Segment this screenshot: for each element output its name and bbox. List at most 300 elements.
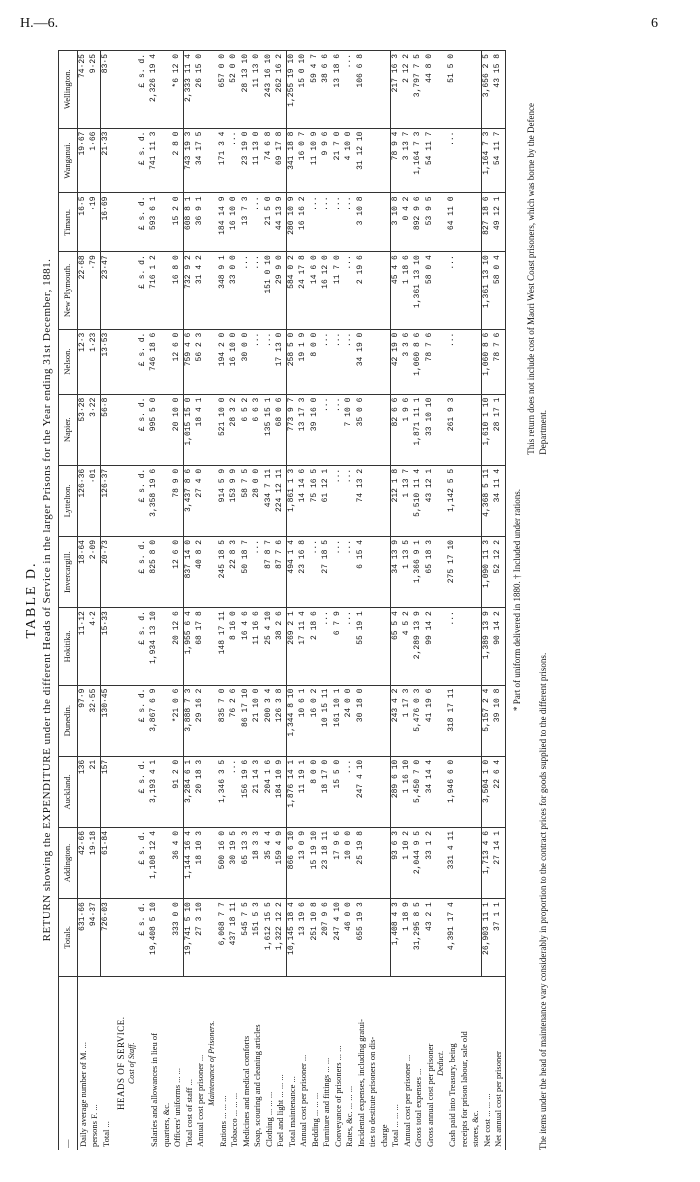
column-header: Auckland.: [59, 756, 78, 827]
table-cell: [367, 465, 379, 536]
table-row: [252, 51, 264, 1151]
table-cell: £ s. d.: [138, 394, 149, 465]
table-cell: [379, 193, 391, 252]
table-cell: [459, 51, 471, 129]
table-cell: 27 18 5: [321, 537, 333, 608]
table-cell: ...: [447, 128, 459, 193]
table-cell-empty: [436, 193, 447, 252]
table-cell: [470, 193, 482, 252]
table-cell: ...: [333, 465, 345, 536]
table-cell: 29 16 2: [195, 685, 207, 756]
table-cell: 14 14 6: [298, 465, 310, 536]
table-cell: 1,366 9 1: [413, 537, 425, 608]
table-row: [344, 51, 356, 1151]
table-cell: [367, 899, 379, 976]
table-cell: 13·53: [101, 329, 113, 394]
table-cell: [161, 193, 173, 252]
table-cell: 27 4 0: [195, 465, 207, 536]
table-cell: 2 8 0: [172, 128, 184, 193]
table-cell: 17 11 4: [298, 608, 310, 685]
table-cell: 2,326 19 4: [149, 51, 161, 129]
table-cell: 17 9 6: [333, 827, 345, 898]
table-cell-empty: [207, 685, 218, 756]
table-cell: 34 11 4: [493, 465, 505, 536]
table-cell: 23 19 0: [241, 128, 253, 193]
table-cell: 34 17 5: [195, 128, 207, 193]
table-cell: £ s. d.: [138, 193, 149, 252]
table-cell: 23·47: [101, 252, 113, 329]
table-row: [493, 51, 505, 1151]
table-cell-empty: [127, 128, 138, 193]
table-cell: [459, 252, 471, 329]
table-cell: 74 6 8: [264, 128, 276, 193]
row-label: Annual cost per prisoner ...: [298, 976, 310, 1150]
table-cell: 52 12 2: [493, 537, 505, 608]
table-cell: 54 11 7: [425, 128, 437, 193]
table-cell: 25 4 10: [264, 608, 276, 685]
table-cell: 18 17 0: [321, 756, 333, 827]
table-cell-empty: [207, 827, 218, 898]
table-cell: [161, 685, 173, 756]
table-cell: 4,391 17 4: [447, 899, 459, 976]
table-cell-empty: [127, 394, 138, 465]
table-cell: [367, 51, 379, 129]
table-cell: [459, 899, 471, 976]
table-row: [264, 51, 276, 1151]
table-cell: ...: [333, 193, 345, 252]
table-cell: ...: [321, 394, 333, 465]
table-cell: ...: [344, 608, 356, 685]
table-cell: 258 5 0: [287, 329, 299, 394]
table-cell: 545 7 5: [241, 899, 253, 976]
table-cell: *6 12 0: [172, 51, 184, 129]
table-body: [77, 51, 505, 1151]
table-cell: 33 1 2: [425, 827, 437, 898]
table-cell-empty: [436, 394, 447, 465]
table-cell-empty: [112, 899, 127, 976]
table-cell: 5,476 0 3: [413, 685, 425, 756]
table-cell: 58 7 5: [241, 465, 253, 536]
table-cell: ...: [333, 329, 345, 394]
table-cell: 500 16 0: [218, 827, 230, 898]
table-cell: [161, 756, 173, 827]
column-header: Lyttelton.: [59, 465, 78, 536]
table-cell: 31 4 2: [195, 252, 207, 329]
table-cell: 148 17 11: [218, 608, 230, 685]
table-cell: 12 6 0: [172, 537, 184, 608]
note-left: The items under the head of maintenance vary considerably in proportion to the contract prices for goods supplied to the different prisons.: [537, 652, 548, 1150]
column-header: Addington.: [59, 827, 78, 898]
table-cell: 15 5 0: [333, 756, 345, 827]
table-cell: 68 0 6: [275, 394, 287, 465]
table-row: [379, 51, 391, 1151]
column-header: Napier.: [59, 394, 78, 465]
table-row: [241, 51, 253, 1151]
table-cell: 3,888 7 3: [184, 685, 196, 756]
table-cell: 2 19 6: [356, 252, 368, 329]
table-cell: 3,504 1 0: [482, 756, 494, 827]
table-cell-empty: [112, 193, 127, 252]
page-header-left: H.—6.: [20, 16, 59, 31]
table-cell: 27 3 10: [195, 899, 207, 976]
row-label: Clothing ... ... ...: [264, 976, 276, 1150]
table-cell: 6,068 7 7: [218, 899, 230, 976]
table-cell: 12 6 0: [172, 329, 184, 394]
table-cell: ...: [447, 329, 459, 394]
table-cell: [470, 329, 482, 394]
table-cell: 74 13 2: [356, 465, 368, 536]
table-cell-empty: [112, 827, 127, 898]
table-cell: 437 18 11: [229, 899, 241, 976]
table-cell: [161, 899, 173, 976]
table-cell: 914 5 9: [218, 465, 230, 536]
table-cell-empty: [112, 685, 127, 756]
subsection-heading-row: [436, 51, 447, 1151]
table-cell: ...: [321, 608, 333, 685]
table-cell: 631·66: [77, 899, 89, 976]
table-cell: 15 19 10: [310, 827, 322, 898]
table-cell: [459, 608, 471, 685]
section-heading: Cost of Staff.: [127, 976, 138, 1150]
table-cell: 16 4 6: [241, 608, 253, 685]
table-cell: 36 4 0: [172, 827, 184, 898]
table-cell: 243 4 2: [390, 685, 402, 756]
table-cell: 269 2 1: [287, 608, 299, 685]
table-cell: 16 10 0: [229, 329, 241, 394]
table-cell: 13 0 9: [298, 827, 310, 898]
table-cell: 1,108 12 4: [149, 827, 161, 898]
table-cell: 20·73: [101, 537, 113, 608]
column-header: Timaru.: [59, 193, 78, 252]
table-cell: [459, 685, 471, 756]
row-label: Medicines and medical comforts: [241, 976, 253, 1150]
table-cell: 126·36: [77, 465, 89, 536]
table-cell: 217 16 3: [390, 51, 402, 129]
expenditure-table: [58, 50, 506, 1150]
row-label: Total ...: [101, 976, 113, 1150]
table-cell: 21 10 0: [252, 685, 264, 756]
table-cell: 995 5 0: [149, 394, 161, 465]
table-cell: 97·9: [77, 685, 89, 756]
row-label: receipts for prison labour, sale old: [459, 976, 471, 1150]
table-subtitle: RETURN showing the EXPENDITURE under the different Heads of Service in the larger Prisons for the Year ending 31st December, 1881.: [41, 258, 53, 942]
table-cell: [470, 537, 482, 608]
table-cell: 61 12 1: [321, 465, 333, 536]
table-cell: [367, 685, 379, 756]
table-cell: ...: [310, 537, 322, 608]
table-cell: 1 13 5: [402, 537, 414, 608]
table-cell: 51 5 0: [447, 51, 459, 129]
table-cell: [379, 252, 391, 329]
table-cell: 204 1 6: [264, 756, 276, 827]
row-label: Tobacco ... ... ...: [229, 976, 241, 1150]
table-cell: 348 9 1: [218, 252, 230, 329]
table-cell: 49 12 1: [493, 193, 505, 252]
table-cell: £ s. d.: [138, 685, 149, 756]
table-cell: ...: [229, 128, 241, 193]
table-cell-empty: [436, 128, 447, 193]
row-label: Net annual cost per prisoner: [493, 976, 505, 1150]
table-cell: 657 0 0: [218, 51, 230, 129]
table-cell: 3,656 2 5: [482, 51, 494, 129]
section-heading: Maintenance of Prisoners.: [207, 976, 218, 1150]
column-header: Wellington.: [59, 51, 78, 129]
table-row: [310, 51, 322, 1151]
table-row: [425, 51, 437, 1151]
table-cell: 65 13 3: [241, 827, 253, 898]
table-cell: 35 0 6: [356, 394, 368, 465]
table-cell: 39 10 8: [493, 685, 505, 756]
table-cell: 4,368 5 11: [482, 465, 494, 536]
table-cell: 10,145 18 4: [287, 899, 299, 976]
table-cell: 21: [89, 756, 101, 827]
table-cell: [379, 756, 391, 827]
table-cell: 11 19 1: [298, 756, 310, 827]
table-cell: 157: [101, 756, 113, 827]
table-cell: 3 3 6: [402, 329, 414, 394]
table-cell: 608 8 1: [184, 193, 196, 252]
table-cell: 4 5 2: [402, 608, 414, 685]
table-row: [333, 51, 345, 1151]
table-cell: ...: [241, 252, 253, 329]
table-cell: [470, 827, 482, 898]
table-cell: 207 9 6: [321, 899, 333, 976]
table-cell: [367, 394, 379, 465]
table-cell: 3 10 8: [356, 193, 368, 252]
table-cell: 1 16 10: [402, 756, 414, 827]
table-cell: 58 0 4: [425, 252, 437, 329]
table-cell: [470, 51, 482, 129]
table-cell: 41 19 6: [425, 685, 437, 756]
table-cell: 1,346 3 5: [218, 756, 230, 827]
table-cell: £ s. d.: [138, 537, 149, 608]
table-cell-empty: [436, 51, 447, 129]
table-cell-empty: [112, 465, 127, 536]
table-cell: 247 4 10: [333, 899, 345, 976]
table-cell: ...: [252, 537, 264, 608]
table-cell: 331 4 11: [447, 827, 459, 898]
table-cell: 38 2 6: [275, 608, 287, 685]
table-row: [161, 51, 173, 1151]
table-cell: 3 10 8: [390, 193, 402, 252]
table-cell: 275 17 10: [447, 537, 459, 608]
row-label: ties to destitute prisoners on dis-: [367, 976, 379, 1150]
subsection-heading-row: [207, 51, 218, 1151]
table-cell: 36 9 1: [195, 193, 207, 252]
table-cell: [379, 51, 391, 129]
table-cell: 23 16 8: [298, 537, 310, 608]
table-cell: 78 7 6: [425, 329, 437, 394]
table-cell: 11 10 9: [310, 128, 322, 193]
table-cell: £ s. d.: [138, 329, 149, 394]
table-cell: ·79: [89, 252, 101, 329]
table-cell: 156 19 6: [241, 756, 253, 827]
table-total-row: [101, 51, 113, 1151]
table-cell: 6 7 9: [333, 608, 345, 685]
table-cell: £ s. d.: [138, 608, 149, 685]
table-cell: 6 15 4: [356, 537, 368, 608]
table-header: [59, 51, 78, 1151]
table-cell: 30 18 0: [356, 685, 368, 756]
table-cell-empty: [436, 827, 447, 898]
table-cell: 8 0 0: [310, 756, 322, 827]
table-row: [402, 51, 414, 1151]
table-cell: [161, 394, 173, 465]
row-label: Gross total expenses ...: [413, 976, 425, 1150]
row-label: Officers' uniforms ... ...: [172, 976, 184, 1150]
table-cell: 33 0 0: [229, 252, 241, 329]
table-cell: 19·67: [77, 128, 89, 193]
table-cell: 56·8: [101, 394, 113, 465]
table-cell: [459, 537, 471, 608]
table-cell: 5,450 7 0: [413, 756, 425, 827]
table-cell: 1,164 7 3: [413, 128, 425, 193]
table-cell: 1,060 8 6: [413, 329, 425, 394]
section-heading-row: [112, 51, 127, 1151]
table-row: [459, 51, 471, 1151]
table-cell: [161, 128, 173, 193]
table-cell: 1 9 6: [402, 394, 414, 465]
table-cell: 3,284 6 1: [184, 756, 196, 827]
row-label: Total maintenance ...: [287, 976, 299, 1150]
table-cell: 64 11 0: [447, 193, 459, 252]
table-cell: 61·84: [101, 827, 113, 898]
table-cell: 44 13 9: [275, 193, 287, 252]
table-cell: 19 1 9: [298, 329, 310, 394]
table-cell: [459, 756, 471, 827]
table-cell: 194 2 0: [218, 329, 230, 394]
table-cell: £ s. d.: [138, 252, 149, 329]
table-cell: ...: [252, 329, 264, 394]
table-cell: *21 0 6: [172, 685, 184, 756]
table-cell: 866 6 10: [287, 827, 299, 898]
column-header: Wanganui.: [59, 128, 78, 193]
table-cell: 65 5 4: [390, 608, 402, 685]
table-cell: [367, 537, 379, 608]
column-header-label: —: [59, 976, 78, 1150]
table-cell: 1 13 7: [402, 465, 414, 536]
subsection-heading-row: [127, 51, 138, 1151]
table-cell: 6 6 3: [252, 394, 264, 465]
table-cell-empty: [207, 252, 218, 329]
table-cell: 732 9 2: [184, 252, 196, 329]
table-cell: 5,510 11 4: [413, 465, 425, 536]
table-cell: 6 5 2: [241, 394, 253, 465]
table-cell: 34 13 9: [390, 537, 402, 608]
table-cell: [470, 899, 482, 976]
table-cell: 16 0 2: [310, 685, 322, 756]
table-cell: ...: [447, 252, 459, 329]
table-cell-empty: [112, 128, 127, 193]
table-cell: 4·2: [89, 608, 101, 685]
table-cell: 655 19 3: [356, 899, 368, 976]
table-cell: 29 9 0: [275, 252, 287, 329]
table-cell-empty: [112, 608, 127, 685]
table-cell: 716 1 2: [149, 252, 161, 329]
table-cell: [459, 465, 471, 536]
table-cell: 17 13 0: [275, 329, 287, 394]
table-cell: 1,946 6 0: [447, 756, 459, 827]
table-cell: 22·68: [77, 252, 89, 329]
table-cell: 39 16 0: [310, 394, 322, 465]
table-cell: 94·37: [89, 899, 101, 976]
table-cell: 19·18: [89, 827, 101, 898]
table-cell: 18 3 3: [252, 827, 264, 898]
table-cell: [459, 193, 471, 252]
table-cell: 126·37: [101, 465, 113, 536]
table-cell: 46 0 0: [344, 899, 356, 976]
table-cell: 3,358 19 6: [149, 465, 161, 536]
table-cell: 245 18 5: [218, 537, 230, 608]
table-cell: 16 10 0: [229, 193, 241, 252]
table-cell: 8 16 0: [229, 608, 241, 685]
table-cell: 16 16 2: [298, 193, 310, 252]
table-cell: 224 12 11: [275, 465, 287, 536]
table-cell-empty: [127, 329, 138, 394]
table-cell-empty: [112, 756, 127, 827]
table-cell: 53 9 5: [425, 193, 437, 252]
table-cell: 18 10 3: [195, 827, 207, 898]
table-cell: 2,333 11 4: [184, 51, 196, 129]
table-cell: [161, 329, 173, 394]
table-cell: 135 15 1: [264, 394, 276, 465]
table-cell: [367, 756, 379, 827]
table-cell: 0 4 2: [402, 193, 414, 252]
table-cell: [379, 899, 391, 976]
table-cell: ·19: [89, 193, 101, 252]
table-cell: 1,934 13 10: [149, 608, 161, 685]
table-cell: 24 0 0: [344, 685, 356, 756]
table-cell-empty: [127, 193, 138, 252]
table-cell-empty: [127, 827, 138, 898]
table-cell: [367, 128, 379, 193]
table-cell: 31 12 10: [356, 128, 368, 193]
bottom-notes: [526, 50, 549, 1150]
table-cell: 3,437 8 6: [184, 465, 196, 536]
table-cell: 1·23: [89, 329, 101, 394]
table-cell-empty: [112, 394, 127, 465]
table-row: [89, 51, 101, 1151]
table-row: [138, 51, 149, 1151]
table-cell: 68 17 8: [195, 608, 207, 685]
table-cell: 54 11 7: [493, 128, 505, 193]
table-cell: ...: [344, 329, 356, 394]
row-label: charge: [379, 976, 391, 1150]
table-cell: 136: [77, 756, 89, 827]
table-row: [172, 51, 184, 1151]
table-cell: 21 14 3: [252, 756, 264, 827]
table-cell-empty: [207, 899, 218, 976]
table-cell-empty: [112, 51, 127, 129]
table-cell: 1,871 11 1: [413, 394, 425, 465]
table-cell: 11 13 0: [252, 128, 264, 193]
table-cell: 59 4 7: [310, 51, 322, 129]
table-cell: 10 0 0: [344, 827, 356, 898]
table-row: [218, 51, 230, 1151]
table-cell: [161, 827, 173, 898]
table-cell: £ s. d.: [138, 51, 149, 129]
table-cell: 1,144 16 4: [184, 827, 196, 898]
table-cell: 584 0 2: [287, 252, 299, 329]
table-cell: ...: [321, 329, 333, 394]
table-cell: 9·25: [89, 51, 101, 129]
table-cell: 1,713 4 6: [482, 827, 494, 898]
table-cell: 153 9 9: [229, 465, 241, 536]
column-header: Hokitika.: [59, 608, 78, 685]
table-cell: 78 7 6: [493, 329, 505, 394]
table-cell: 130·45: [101, 685, 113, 756]
section-heading: Deduct.: [436, 976, 447, 1150]
